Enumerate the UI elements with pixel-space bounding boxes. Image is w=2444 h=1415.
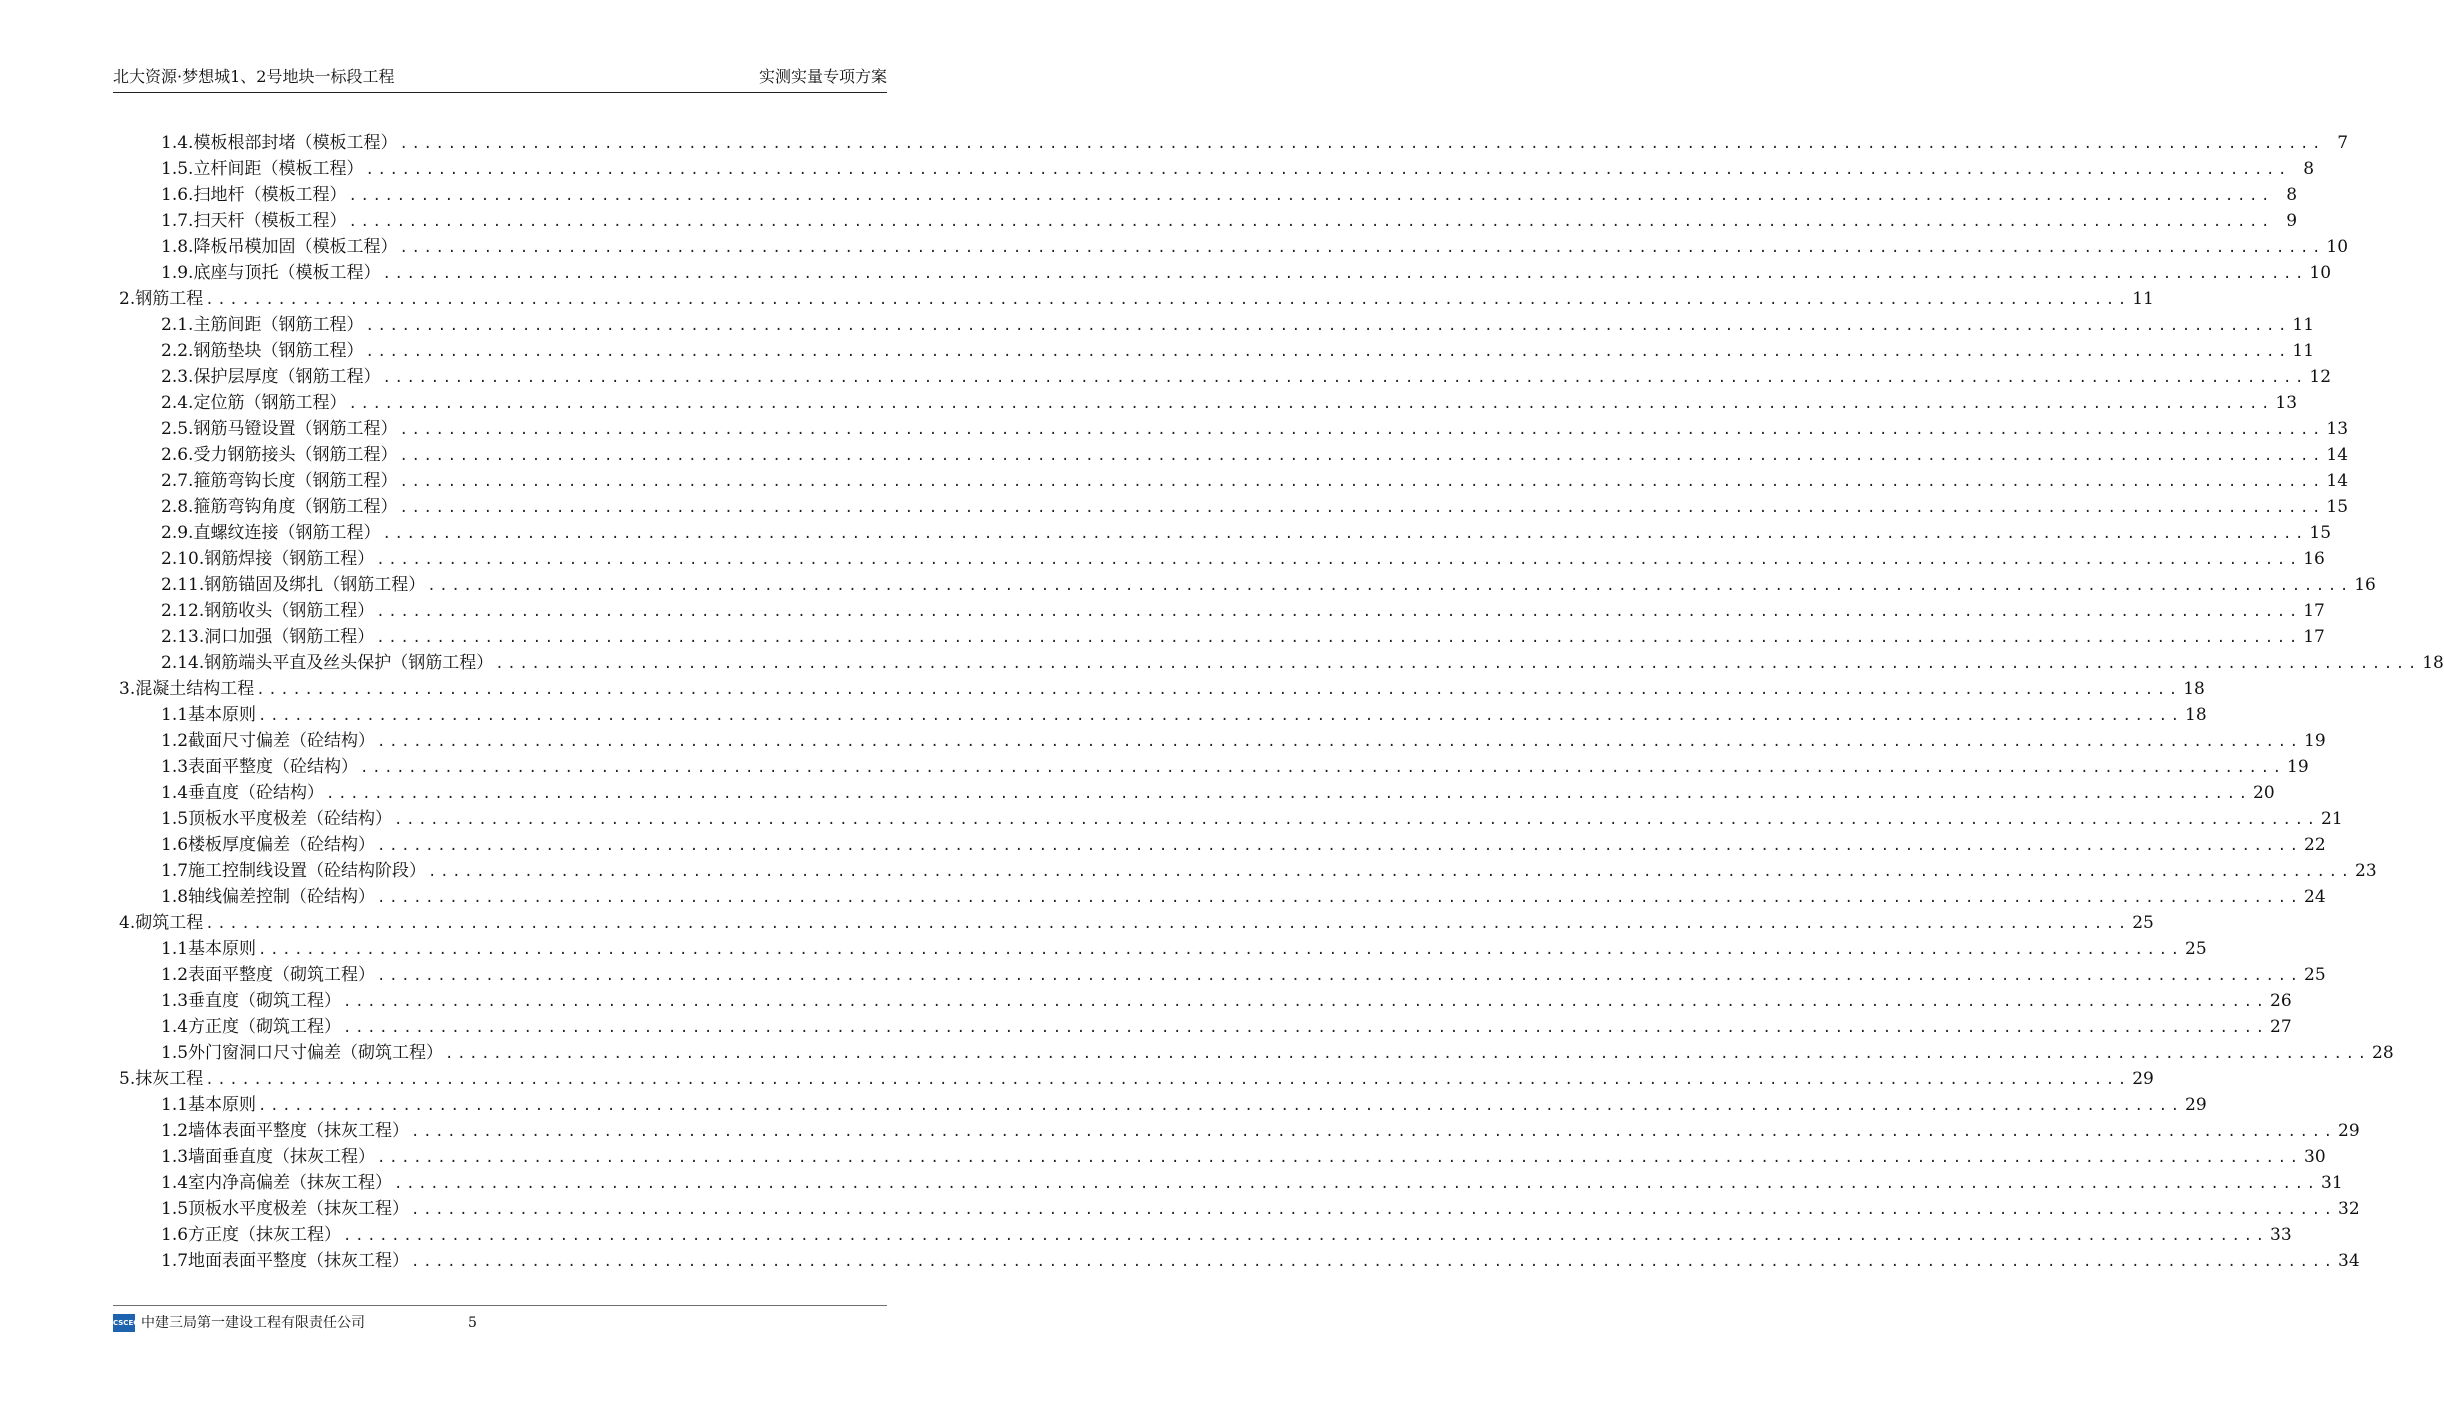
toc-entry-page: 18 [2422, 653, 2444, 673]
toc-entry-number: 1.6 [161, 835, 189, 855]
toc-entry-page: 14 [2326, 445, 2349, 465]
toc-entry[interactable] [113, 1118, 2360, 1144]
toc-entry-title: 方正度（砌筑工程） [188, 1017, 342, 1037]
toc-entry[interactable] [113, 676, 2205, 702]
toc-dot-leader: ................................................................................................................................................................ [399, 500, 2325, 516]
toc-entry[interactable] [113, 364, 2332, 390]
toc-entry-number: 1.6 [161, 1225, 189, 1245]
toc-entry[interactable] [113, 208, 2298, 234]
toc-entry[interactable] [113, 858, 2377, 884]
toc-entry-number: 4. [119, 913, 136, 933]
toc-dot-leader: ................................................................................................................................................................ [326, 786, 2251, 802]
toc-dot-leader: ................................................................................................................................................................ [399, 422, 2325, 438]
toc-entry-title: 箍筋弯钩长度（钢筋工程） [193, 471, 398, 491]
toc-entry[interactable] [113, 1170, 2343, 1196]
toc-entry-page: 11 [2292, 315, 2315, 335]
toc-entry-number: 2.1. [161, 315, 194, 335]
toc-entry[interactable] [113, 962, 2326, 988]
toc-entry[interactable] [113, 806, 2343, 832]
toc-entry-page: 22 [2304, 835, 2326, 855]
toc-dot-leader: ................................................................................................................................................................ [258, 942, 2183, 958]
toc-dot-leader: ................................................................................................................................................................ [343, 994, 2268, 1010]
toc-entry-title: 钢筋马镫设置（钢筋工程） [193, 419, 398, 439]
toc-dot-leader: ................................................................................................................................................................ [343, 1020, 2268, 1036]
toc-entry-number: 1.8 [161, 887, 189, 907]
toc-entry-title: 外门窗洞口尺寸偏差（砌筑工程） [188, 1043, 444, 1063]
toc-entry-page: 10 [2309, 263, 2332, 283]
toc-entry-number: 2.6. [161, 445, 194, 465]
toc-entry-page: 32 [2338, 1199, 2360, 1219]
toc-entry-number: 2.10. [161, 549, 205, 569]
toc-entry-page: 17 [2303, 627, 2325, 647]
toc-entry-page: 21 [2321, 809, 2343, 829]
toc-dot-leader: ................................................................................................................................................................ [399, 448, 2325, 464]
toc-entry[interactable] [113, 130, 2349, 156]
toc-entry-title: 墙体表面平整度（抹灰工程） [188, 1121, 410, 1141]
toc-entry-page: 33 [2270, 1225, 2292, 1245]
toc-entry[interactable] [113, 598, 2325, 624]
toc-entry[interactable] [113, 416, 2349, 442]
toc-entry-title: 降板吊模加固（模板工程） [193, 237, 398, 257]
toc-entry[interactable] [113, 468, 2349, 494]
toc-entry[interactable] [113, 650, 2444, 676]
toc-entry-number: 1.3 [161, 757, 189, 777]
toc-entry-page: 11 [2292, 341, 2315, 361]
toc-entry-number: 1.8. [161, 237, 194, 257]
toc-entry-title: 模板根部封堵（模板工程） [193, 133, 398, 153]
toc-entry[interactable] [113, 1196, 2360, 1222]
toc-dot-leader: ................................................................................................................................................................ [399, 136, 2325, 152]
logo-text: CSCEC [113, 1319, 139, 1327]
toc-entry-number: 1.1 [161, 705, 189, 725]
toc-dot-leader: ................................................................................................................................................................ [377, 1150, 2302, 1166]
toc-entry-number: 1.4 [161, 783, 189, 803]
toc-entry-page: 25 [2132, 913, 2154, 933]
toc-dot-leader: ................................................................................................................................................................ [377, 734, 2302, 750]
toc-entry-page: 29 [2132, 1069, 2154, 1089]
toc-entry-page: 14 [2326, 471, 2349, 491]
toc-dot-leader: ................................................................................................................................................................ [394, 1176, 2319, 1192]
toc-entry-number: 1.1 [161, 1095, 189, 1115]
toc-dot-leader: ................................................................................................................................................................ [427, 578, 2352, 594]
toc-entry-page: 10 [2326, 237, 2349, 257]
toc-entry-page: 20 [2253, 783, 2275, 803]
toc-entry-number: 1.2 [161, 1121, 189, 1141]
toc-dot-leader: ................................................................................................................................................................ [399, 474, 2325, 490]
toc-entry[interactable] [113, 234, 2349, 260]
toc-entry[interactable] [113, 338, 2315, 364]
toc-dot-leader: ................................................................................................................................................................ [365, 318, 2291, 334]
toc-dot-leader: ................................................................................................................................................................ [382, 526, 2308, 542]
toc-entry-page: 7 [2337, 133, 2349, 153]
toc-dot-leader: ................................................................................................................................................................ [411, 1124, 2336, 1140]
toc-dot-leader: ................................................................................................................................................................ [394, 812, 2319, 828]
toc-entry-page: 25 [2304, 965, 2326, 985]
toc-entry-page: 31 [2321, 1173, 2343, 1193]
toc-entry-page: 26 [2270, 991, 2292, 1011]
toc-dot-leader: ................................................................................................................................................................ [377, 968, 2302, 984]
toc-entry-title: 顶板水平度极差（砼结构） [188, 809, 393, 829]
toc-entry-title: 扫地杆（模板工程） [193, 185, 347, 205]
toc-entry[interactable] [113, 936, 2207, 962]
toc-dot-leader: ................................................................................................................................................................ [411, 1202, 2336, 1218]
toc-dot-leader: ................................................................................................................................................................ [258, 1098, 2183, 1114]
toc-dot-leader: ................................................................................................................................................................ [376, 552, 2301, 568]
toc-entry-page: 15 [2326, 497, 2349, 517]
toc-entry-number: 2. [119, 289, 136, 309]
toc-entry-title: 直螺纹连接（钢筋工程） [193, 523, 381, 543]
toc-entry-page: 29 [2185, 1095, 2207, 1115]
toc-dot-leader: ................................................................................................................................................................ [377, 890, 2302, 906]
toc-entry-title: 扫天杆（模板工程） [193, 211, 347, 231]
toc-dot-leader: ................................................................................................................................................................ [348, 396, 2274, 412]
toc-entry-number: 1.5 [161, 1199, 189, 1219]
toc-entry-title: 钢筋端头平直及丝头保护（钢筋工程） [204, 653, 494, 673]
toc-entry-title: 立杆间距（模板工程） [193, 159, 364, 179]
toc-entry-number: 1.2 [161, 965, 189, 985]
toc-entry[interactable] [113, 1144, 2326, 1170]
toc-entry-title: 底座与顶托（模板工程） [193, 263, 381, 283]
toc-entry-number: 1.4. [161, 133, 194, 153]
page-number: 5 [468, 1315, 477, 1331]
toc-entry-title: 基本原则 [188, 1095, 257, 1115]
toc-dot-leader: ................................................................................................................................................................ [360, 760, 2285, 776]
toc-entry-page: 24 [2304, 887, 2326, 907]
toc-entry-title: 顶板水平度极差（抹灰工程） [188, 1199, 410, 1219]
toc-entry-number: 1.1 [161, 939, 189, 959]
toc-entry-number: 2.7. [161, 471, 194, 491]
toc-entry-number: 1.2 [161, 731, 189, 751]
toc-dot-leader: ................................................................................................................................................................ [495, 656, 2420, 672]
toc-entry-number: 1.5. [161, 159, 194, 179]
toc-entry-number: 2.9. [161, 523, 194, 543]
toc-entry-page: 30 [2304, 1147, 2326, 1167]
toc-entry-title: 墙面垂直度（抹灰工程） [188, 1147, 376, 1167]
toc-entry-page: 13 [2326, 419, 2349, 439]
toc-entry[interactable] [113, 312, 2315, 338]
toc-entry[interactable] [113, 702, 2207, 728]
toc-entry[interactable] [113, 260, 2332, 286]
toc-dot-leader: ................................................................................................................................................................ [382, 266, 2308, 282]
toc-entry-title: 楼板厚度偏差（砼结构） [188, 835, 376, 855]
toc-entry-page: 29 [2338, 1121, 2360, 1141]
toc-dot-leader: ................................................................................................................................................................ [365, 344, 2291, 360]
toc-dot-leader: ................................................................................................................................................................ [411, 1254, 2336, 1270]
company-name: 中建三局第一建设工程有限责任公司 [141, 1315, 365, 1331]
toc-entry-title: 受力钢筋接头（钢筋工程） [193, 445, 398, 465]
toc-entry-page: 17 [2303, 601, 2325, 621]
toc-entry[interactable] [113, 988, 2292, 1014]
toc-dot-leader: ................................................................................................................................................................ [428, 864, 2353, 880]
toc-entry-title: 定位筋（钢筋工程） [193, 393, 347, 413]
toc-entry-page: 16 [2303, 549, 2325, 569]
toc-entry[interactable] [113, 780, 2275, 806]
toc-entry-page: 13 [2275, 393, 2298, 413]
toc-entry-title: 基本原则 [188, 939, 257, 959]
toc-entry-title: 垂直度（砌筑工程） [188, 991, 342, 1011]
toc-entry-page: 27 [2270, 1017, 2292, 1037]
toc-entry[interactable] [113, 572, 2376, 598]
toc-dot-leader: ................................................................................................................................................................ [348, 188, 2274, 204]
page-footer [113, 1305, 887, 1339]
toc-entry-number: 5. [119, 1069, 136, 1089]
toc-entry-page: 8 [2286, 185, 2298, 205]
toc-dot-leader: ................................................................................................................................................................ [376, 604, 2301, 620]
toc-dot-leader: ................................................................................................................................................................ [258, 708, 2183, 724]
toc-entry-title: 箍筋弯钩角度（钢筋工程） [193, 497, 398, 517]
toc-entry-number: 1.5 [161, 809, 189, 829]
toc-dot-leader: ................................................................................................................................................................ [399, 240, 2325, 256]
toc-entry-number: 2.4. [161, 393, 194, 413]
toc-entry[interactable] [113, 1092, 2207, 1118]
toc-dot-leader: ................................................................................................................................................................ [382, 370, 2308, 386]
toc-entry-number: 2.13. [161, 627, 205, 647]
toc-dot-leader: ................................................................................................................................................................ [376, 630, 2301, 646]
toc-entry-number: 1.7 [161, 1251, 189, 1271]
toc-entry-number: 1.9. [161, 263, 194, 283]
toc-entry-number: 1.3 [161, 1147, 189, 1167]
toc-entry[interactable] [113, 884, 2326, 910]
toc-entry-title: 表面平整度（砌筑工程） [188, 965, 376, 985]
toc-entry-number: 1.3 [161, 991, 189, 1011]
toc-entry-title: 混凝土结构工程 [135, 679, 255, 699]
table-of-contents [113, 130, 2444, 1274]
toc-entry-number: 1.6. [161, 185, 194, 205]
toc-entry[interactable] [113, 1014, 2292, 1040]
toc-entry-title: 垂直度（砼结构） [188, 783, 325, 803]
toc-entry-title: 施工控制线设置（砼结构阶段） [188, 861, 427, 881]
toc-entry-page: 16 [2354, 575, 2376, 595]
toc-entry-page: 34 [2338, 1251, 2360, 1271]
toc-entry-number: 1.7 [161, 861, 189, 881]
toc-entry-number: 2.5. [161, 419, 194, 439]
toc-entry-title: 钢筋收头（钢筋工程） [204, 601, 375, 621]
toc-entry-number: 3. [119, 679, 136, 699]
project-title: 北大资源·梦想城1、2号地块一标段工程 [113, 67, 395, 86]
toc-entry-title: 截面尺寸偏差（砼结构） [188, 731, 376, 751]
toc-dot-leader: ................................................................................................................................................................ [377, 838, 2302, 854]
toc-entry[interactable] [113, 910, 2154, 936]
toc-entry-title: 基本原则 [188, 705, 257, 725]
toc-dot-leader: ................................................................................................................................................................ [343, 1228, 2268, 1244]
toc-entry-number: 2.14. [161, 653, 205, 673]
toc-entry-title: 主筋间距（钢筋工程） [193, 315, 364, 335]
toc-entry-page: 8 [2303, 159, 2315, 179]
toc-entry-title: 钢筋焊接（钢筋工程） [204, 549, 375, 569]
toc-entry-page: 25 [2185, 939, 2207, 959]
toc-dot-leader: ................................................................................................................................................................ [348, 214, 2274, 230]
toc-dot-leader: ................................................................................................................................................................ [256, 682, 2181, 698]
toc-entry-title: 轴线偏差控制（砼结构） [188, 887, 376, 907]
toc-entry[interactable] [113, 1040, 2394, 1066]
toc-entry[interactable] [113, 546, 2325, 572]
toc-entry-title: 洞口加强（钢筋工程） [204, 627, 375, 647]
toc-entry[interactable] [113, 754, 2309, 780]
toc-entry-page: 19 [2287, 757, 2309, 777]
toc-entry[interactable] [113, 494, 2349, 520]
toc-entry[interactable] [113, 286, 2154, 312]
toc-entry[interactable] [113, 832, 2326, 858]
toc-dot-leader: ................................................................................................................................................................ [445, 1046, 2370, 1062]
document-name: 实测实量专项方案 [758, 67, 887, 86]
toc-entry-number: 2.11. [161, 575, 205, 595]
toc-entry-number: 1.4 [161, 1017, 189, 1037]
toc-dot-leader: ................................................................................................................................................................ [205, 1072, 2130, 1088]
toc-entry-title: 室内净高偏差（抹灰工程） [188, 1173, 393, 1193]
toc-entry-title: 地面表面平整度（抹灰工程） [188, 1251, 410, 1271]
toc-entry-page: 11 [2132, 289, 2154, 309]
toc-entry-page: 15 [2309, 523, 2332, 543]
toc-entry[interactable] [113, 520, 2332, 546]
toc-entry-page: 23 [2355, 861, 2377, 881]
toc-entry-number: 2.8. [161, 497, 194, 517]
toc-entry[interactable] [113, 182, 2298, 208]
toc-dot-leader: ................................................................................................................................................................ [205, 292, 2130, 308]
toc-entry-title: 抹灰工程 [135, 1069, 204, 1089]
toc-entry-page: 19 [2304, 731, 2326, 751]
toc-entry-number: 1.4 [161, 1173, 189, 1193]
toc-entry[interactable] [113, 624, 2325, 650]
toc-entry-page: 9 [2286, 211, 2298, 231]
page-header [113, 62, 887, 93]
toc-entry-number: 2.12. [161, 601, 205, 621]
toc-entry-title: 表面平整度（砼结构） [188, 757, 359, 777]
toc-entry-title: 钢筋垫块（钢筋工程） [193, 341, 364, 361]
toc-entry-title: 方正度（抹灰工程） [188, 1225, 342, 1245]
toc-entry[interactable] [113, 728, 2326, 754]
toc-entry[interactable] [113, 1066, 2154, 1092]
toc-entry[interactable] [113, 390, 2298, 416]
toc-entry-title: 钢筋锚固及绑扎（钢筋工程） [204, 575, 426, 595]
toc-entry-page: 12 [2309, 367, 2332, 387]
toc-entry-title: 保护层厚度（钢筋工程） [193, 367, 381, 387]
toc-entry[interactable] [113, 1248, 2360, 1274]
toc-entry-page: 28 [2372, 1043, 2394, 1063]
toc-entry-title: 钢筋工程 [135, 289, 204, 309]
toc-entry-page: 18 [2183, 679, 2205, 699]
toc-entry-title: 砌筑工程 [135, 913, 204, 933]
toc-entry[interactable] [113, 1222, 2292, 1248]
toc-entry[interactable] [113, 442, 2349, 468]
toc-entry[interactable] [113, 156, 2315, 182]
toc-entry-number: 2.3. [161, 367, 194, 387]
company-logo-icon [113, 1314, 139, 1332]
toc-dot-leader: ................................................................................................................................................................ [365, 162, 2291, 178]
toc-entry-number: 1.5 [161, 1043, 189, 1063]
toc-dot-leader: ................................................................................................................................................................ [205, 916, 2130, 932]
toc-entry-page: 18 [2185, 705, 2207, 725]
toc-entry-number: 1.7. [161, 211, 194, 231]
toc-entry-number: 2.2. [161, 341, 194, 361]
